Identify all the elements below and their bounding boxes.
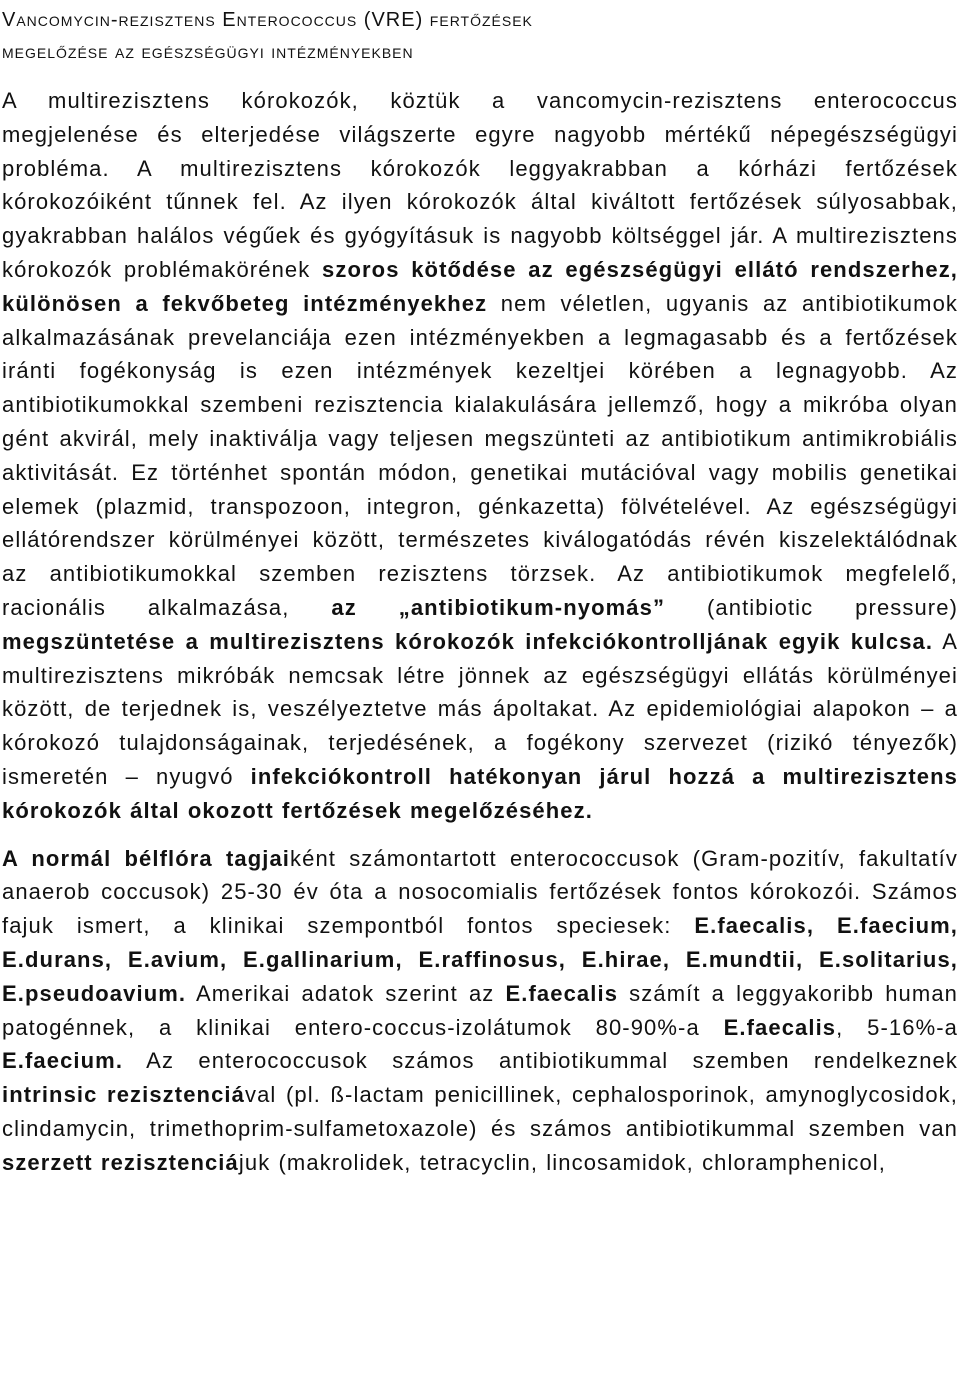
species-name: E.faecalis <box>723 1014 837 1040</box>
paragraph-enterococcus-species <box>2 842 958 1180</box>
emphasis-text: infekciókontroll hatékonyan járul hozzá a multirezisztens kórokozók által okozott fertőzések megelőzéséhez. <box>2 763 958 823</box>
species-name: E.faecalis <box>505 980 619 1006</box>
emphasis-text: A normál bélflóra tagjai <box>2 845 291 871</box>
paragraph-text: ként számontartott enterococcusok (Gram-pozitív, fakultatív anaerob coccusok) 25-30 év óta a nosocomialis fertőzések fontos kórokozói. Számos fajuk ismert, a klinikai szempontból fontos speciesek: <box>2 845 958 939</box>
paragraph-text: (antibiotic pressure) <box>665 594 958 620</box>
emphasis-text: szoros kötődése az egészségügyi ellátó rendszerhez, különösen a fekvőbeteg intézményekhez <box>2 256 959 316</box>
paragraph-multiresistant-pathogens <box>2 84 958 828</box>
title-line-1: Vancomycin-rezisztens Enterococcus (VRE) fertőzések <box>2 9 533 31</box>
title-line-2: megelőzése az egészségügyi intézményekben <box>2 41 414 63</box>
paragraph-text: számít a leggyakoribb human patogénnek, a klinikai entero-coccus-izolátumok 80-90%-a <box>2 980 958 1040</box>
emphasis-text: az „antibiotikum-nyomás” <box>331 594 666 620</box>
paragraph-text: Amerikai adatok szerint az <box>186 980 506 1006</box>
paragraph-text: juk (makrolidek, tetracyclin, lincosamidok, chloramphenicol, <box>238 1149 886 1175</box>
species-list: E.faecalis, E.faecium, E.durans, E.avium, E.gallinarium, E.raffinosus, E.hirae, E.mundtii, E.solitarius, E.pseudoavium. <box>2 913 958 1006</box>
paragraph-text: val (pl. ß-lactam penicillinek, cephalosporinok, amynoglycosidok, clindamycin, trimethoprim-sulfametoxazole) és számos antibiotikummal szemben van <box>2 1082 958 1141</box>
paragraph-text: A multirezisztens mikróbák nemcsak létre jönnek az egészségügyi ellátás körülményei között, de terjednek is, veszélyeztetve más ápoltakat. Az epidemiológiai alapokon – a kórokozó tulajdonságainak, terjedésének, a fogékony szervezet (rizikó tényezők) ismeretén – nyugvó <box>2 628 958 789</box>
emphasis-text: intrinsic rezisztenciá <box>2 1082 245 1108</box>
document-title <box>2 4 958 68</box>
species-name: E.faecium. <box>2 1048 124 1074</box>
document-page <box>0 4 960 1391</box>
paragraph-text: nem véletlen, ugyanis az antibiotikumok alkalmazásának prevelanciája ezen intézményekben a legmagasabb és a fertőzések iránti fogékonyság is ezen intézmények kezeltjei körében a legnagyobb. Az antibiotikumokkal szembeni rezisztencia kialakulására jellemző, hogy a mikróba olyan gént akvirál, mely inaktiválja vagy teljesen megszünteti az antibiotikum antimikrobiális aktivitását. Ez történhet spontán módon, genetikai mutációval vagy mobilis genetikai elemek (plazmid, transpozoon, integron, génkazetta) fölvételével. Az egészségügyi ellátórendszer körülményei között, természetes kiválogatódás révén kiszelektálódnak az antibiotikumokkal szemben rezisztens törzsek. Az antibiotikumok megfelelő, racionális alkalmazása, <box>2 290 959 620</box>
emphasis-text: szerzett rezisztenciá <box>2 1149 239 1175</box>
paragraph-text: , 5-16%-a <box>836 1014 958 1040</box>
paragraph-text: A multirezisztens kórokozók, köztük a vancomycin-rezisztens enterococcus megjelenése és elterjedése világszerte egyre nagyobb mértékű népegészségügyi probléma. A multirezisztens kórokozók leggyakrabban a kórházi fertőzések kórokozóiként tűnnek fel. Az ilyen kórokozók által kiváltott fertőzések súlyosabbak, gyakrabban halálos végűek és gyógyításuk is nagyobb költséggel jár. A multirezisztens kórokozók problémakörének <box>2 88 958 282</box>
paragraph-text: Az enterococcusok számos antibiotikummal szemben rendelkeznek <box>123 1048 958 1074</box>
emphasis-text: megszüntetése a multirezisztens kórokozók infekciókontrolljának egyik kulcsa. <box>2 628 934 654</box>
